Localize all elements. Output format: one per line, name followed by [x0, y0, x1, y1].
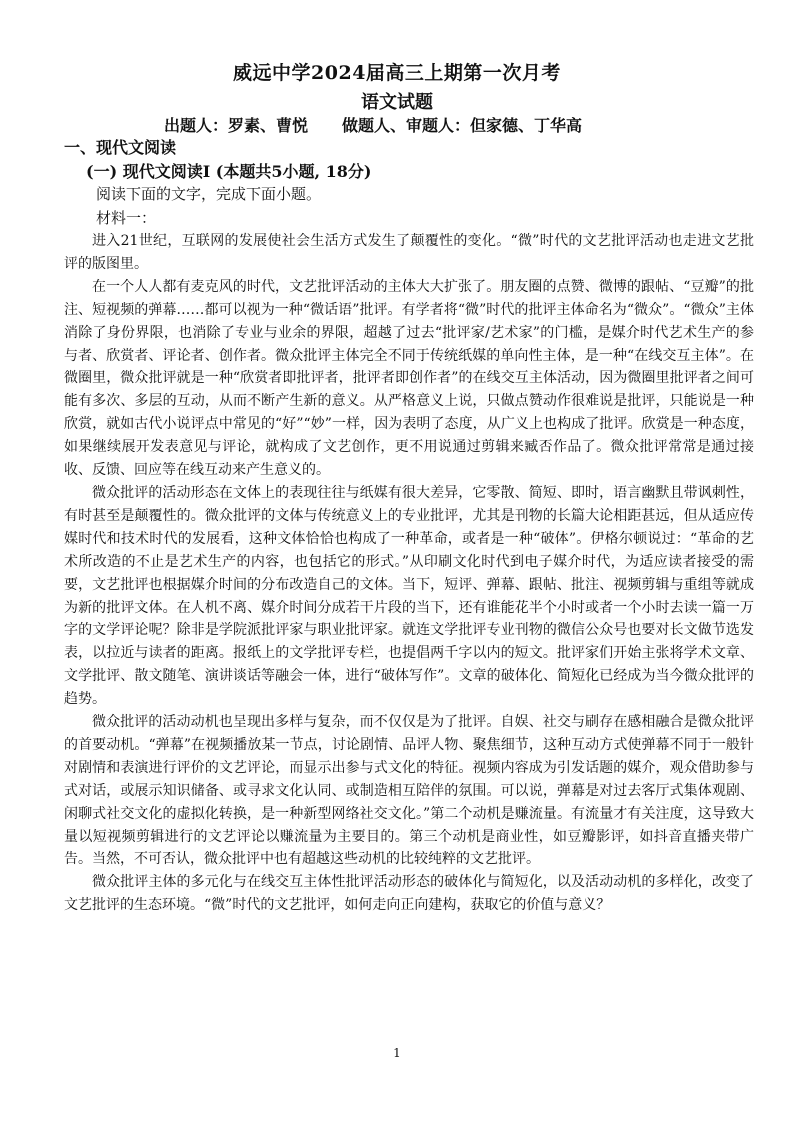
paragraph: 微众批评的活动形态在文体上的表现往往与纸媒有很大差异，它零散、简短、即时，语言幽默且带讽刺性，有时甚至是颠覆性的。微众批评的文体与传统意义上的专业批评，尤其是刊物的长篇大论相距甚远，但从适应传媒时代和技术时代的发展看，这种文体恰恰也构成了一种革命，或者是一种“破体”。伊格尔顿说过：“革命的艺术所改造的不止是艺术生产的内容，也包括它的形式。”从印刷文化时代到电子媒介时代，为适应读者接受的需要，文艺批评也根据媒介时间的分布改造自己的文体。当下，短评、弹幕、跟帖、批注、视频剪辑与重组等就成为新的批评文体。在人机不离、媒介时间分成若干片段的当下，还有谁能花半个小时或者一个小时去读一篇一万字的文学评论呢？除非是学院派批评家与职业批评家。就连文学批评专业刊物的微信公众号也要对长文做节选发表，以拉近与读者的距离。报纸上的文学批评专栏，也提倡两千字以内的短文。批评家们开始主张将学术文章、文学批评、散文随笔、演讲谈话等融会一体，进行“破体写作”。文章的破体化、简短化已经成为当今微众批评的趋势。 — [64, 484, 754, 708]
paragraph: 微众批评的活动动机也呈现出多样与复杂，而不仅仅是为了批评。自娱、社交与刷存在感相融合是微众批评的首要动机。“弹幕”在视频播放某一节点，讨论剧情、品评人物、聚焦细节，这种互动方式使弹幕不同于一般针对剧情和表演进行评价的文艺评论，而显示出参与式文化的特征。视频内容成为引发话题的媒介，观众借助参与式对话，或展示知识储备、或寻求文化认同、或制造相互陪伴的氛围。可以说，弹幕是对过去客厅式集体观剧、闲聊式社交文化的虚拟化转换，是一种新型网络社交文化。”第二个动机是赚流量。有流量才有关注度，这导致大量以短视频剪辑进行的文艺评论以赚流量为主要目的。第三个动机是商业性，如豆瓣影评，如抖音直播夹带广告。当然，不可否认，微众批评中也有超越这些动机的比较纯粹的文艺批评。 — [64, 714, 754, 868]
passage-body — [64, 230, 754, 917]
exam-authors — [164, 113, 582, 136]
section-heading: 一、现代文阅读 — [64, 138, 177, 157]
setter-line: 出题人：罗素、曹悦 — [164, 116, 309, 135]
page-number: 1 — [393, 1046, 401, 1060]
paragraph: 微众批评主体的多元化与在线交互主体性批评活动形态的破体化与简短化，以及活动动机的多样化，改变了文艺批评的生态环境。“微”时代的文艺批评，如何走向正向建构，获取它的价值与意义？ — [64, 874, 754, 914]
reading-instruction: 阅读下面的文字，完成下面小题。 — [96, 185, 322, 203]
reviewer-line: 做题人、审题人：但家德、丁华高 — [342, 116, 583, 135]
paragraph: 在一个人人都有麦克风的时代，文艺批评活动的主体大大扩张了。朋友圈的点赞、微博的跟帖、“豆瓣”的批注、短视频的弹幕……都可以视为一种“微话语”批评。有学者将“微”时代的批评主体命名为“微众”。“微众”主体消除了身份界限，也消除了专业与业余的界限，超越了过去“批评家/艺术家”的门槛，是媒介时代艺术生产的参与者、欣赏者、评论者、创作者。微众批评主体完全不同于传统纸媒的单向性主体，是一种“在线交互主体”。在微圈里，微众批评就是一种“欣赏者即批评者，批评者即创作者”的在线交互主体活动，因为微圈里批评者之间可能有多次、多层的互动，从而不断产生新的意义。从严格意义上说，只做点赞动作很难说是批评，只能说是一种欣赏，就如古代小说评点中常见的“好”“妙”一样，因为表明了态度，从广义上也构成了批评。欣赏是一种态度，如果继续展开发表意见与评论，就构成了文艺创作，更不用说通过剪辑来臧否作品了。微众批评常常是通过接收、反馈、回应等在线互动来产生意义的。 — [64, 278, 754, 479]
exam-title: 威远中学2024届高三上期第一次月考 — [233, 62, 561, 84]
material-label: 材料一： — [96, 209, 157, 227]
section-subheading: (一) 现代文阅读I (本题共5小题, 18分) — [86, 162, 372, 181]
paragraph: 进入21世纪，互联网的发展使社会生活方式发生了颠覆性的变化。“微”时代的文艺批评活动也走进文艺批评的版图里。 — [64, 233, 754, 272]
exam-subtitle: 语文试题 — [361, 92, 433, 113]
